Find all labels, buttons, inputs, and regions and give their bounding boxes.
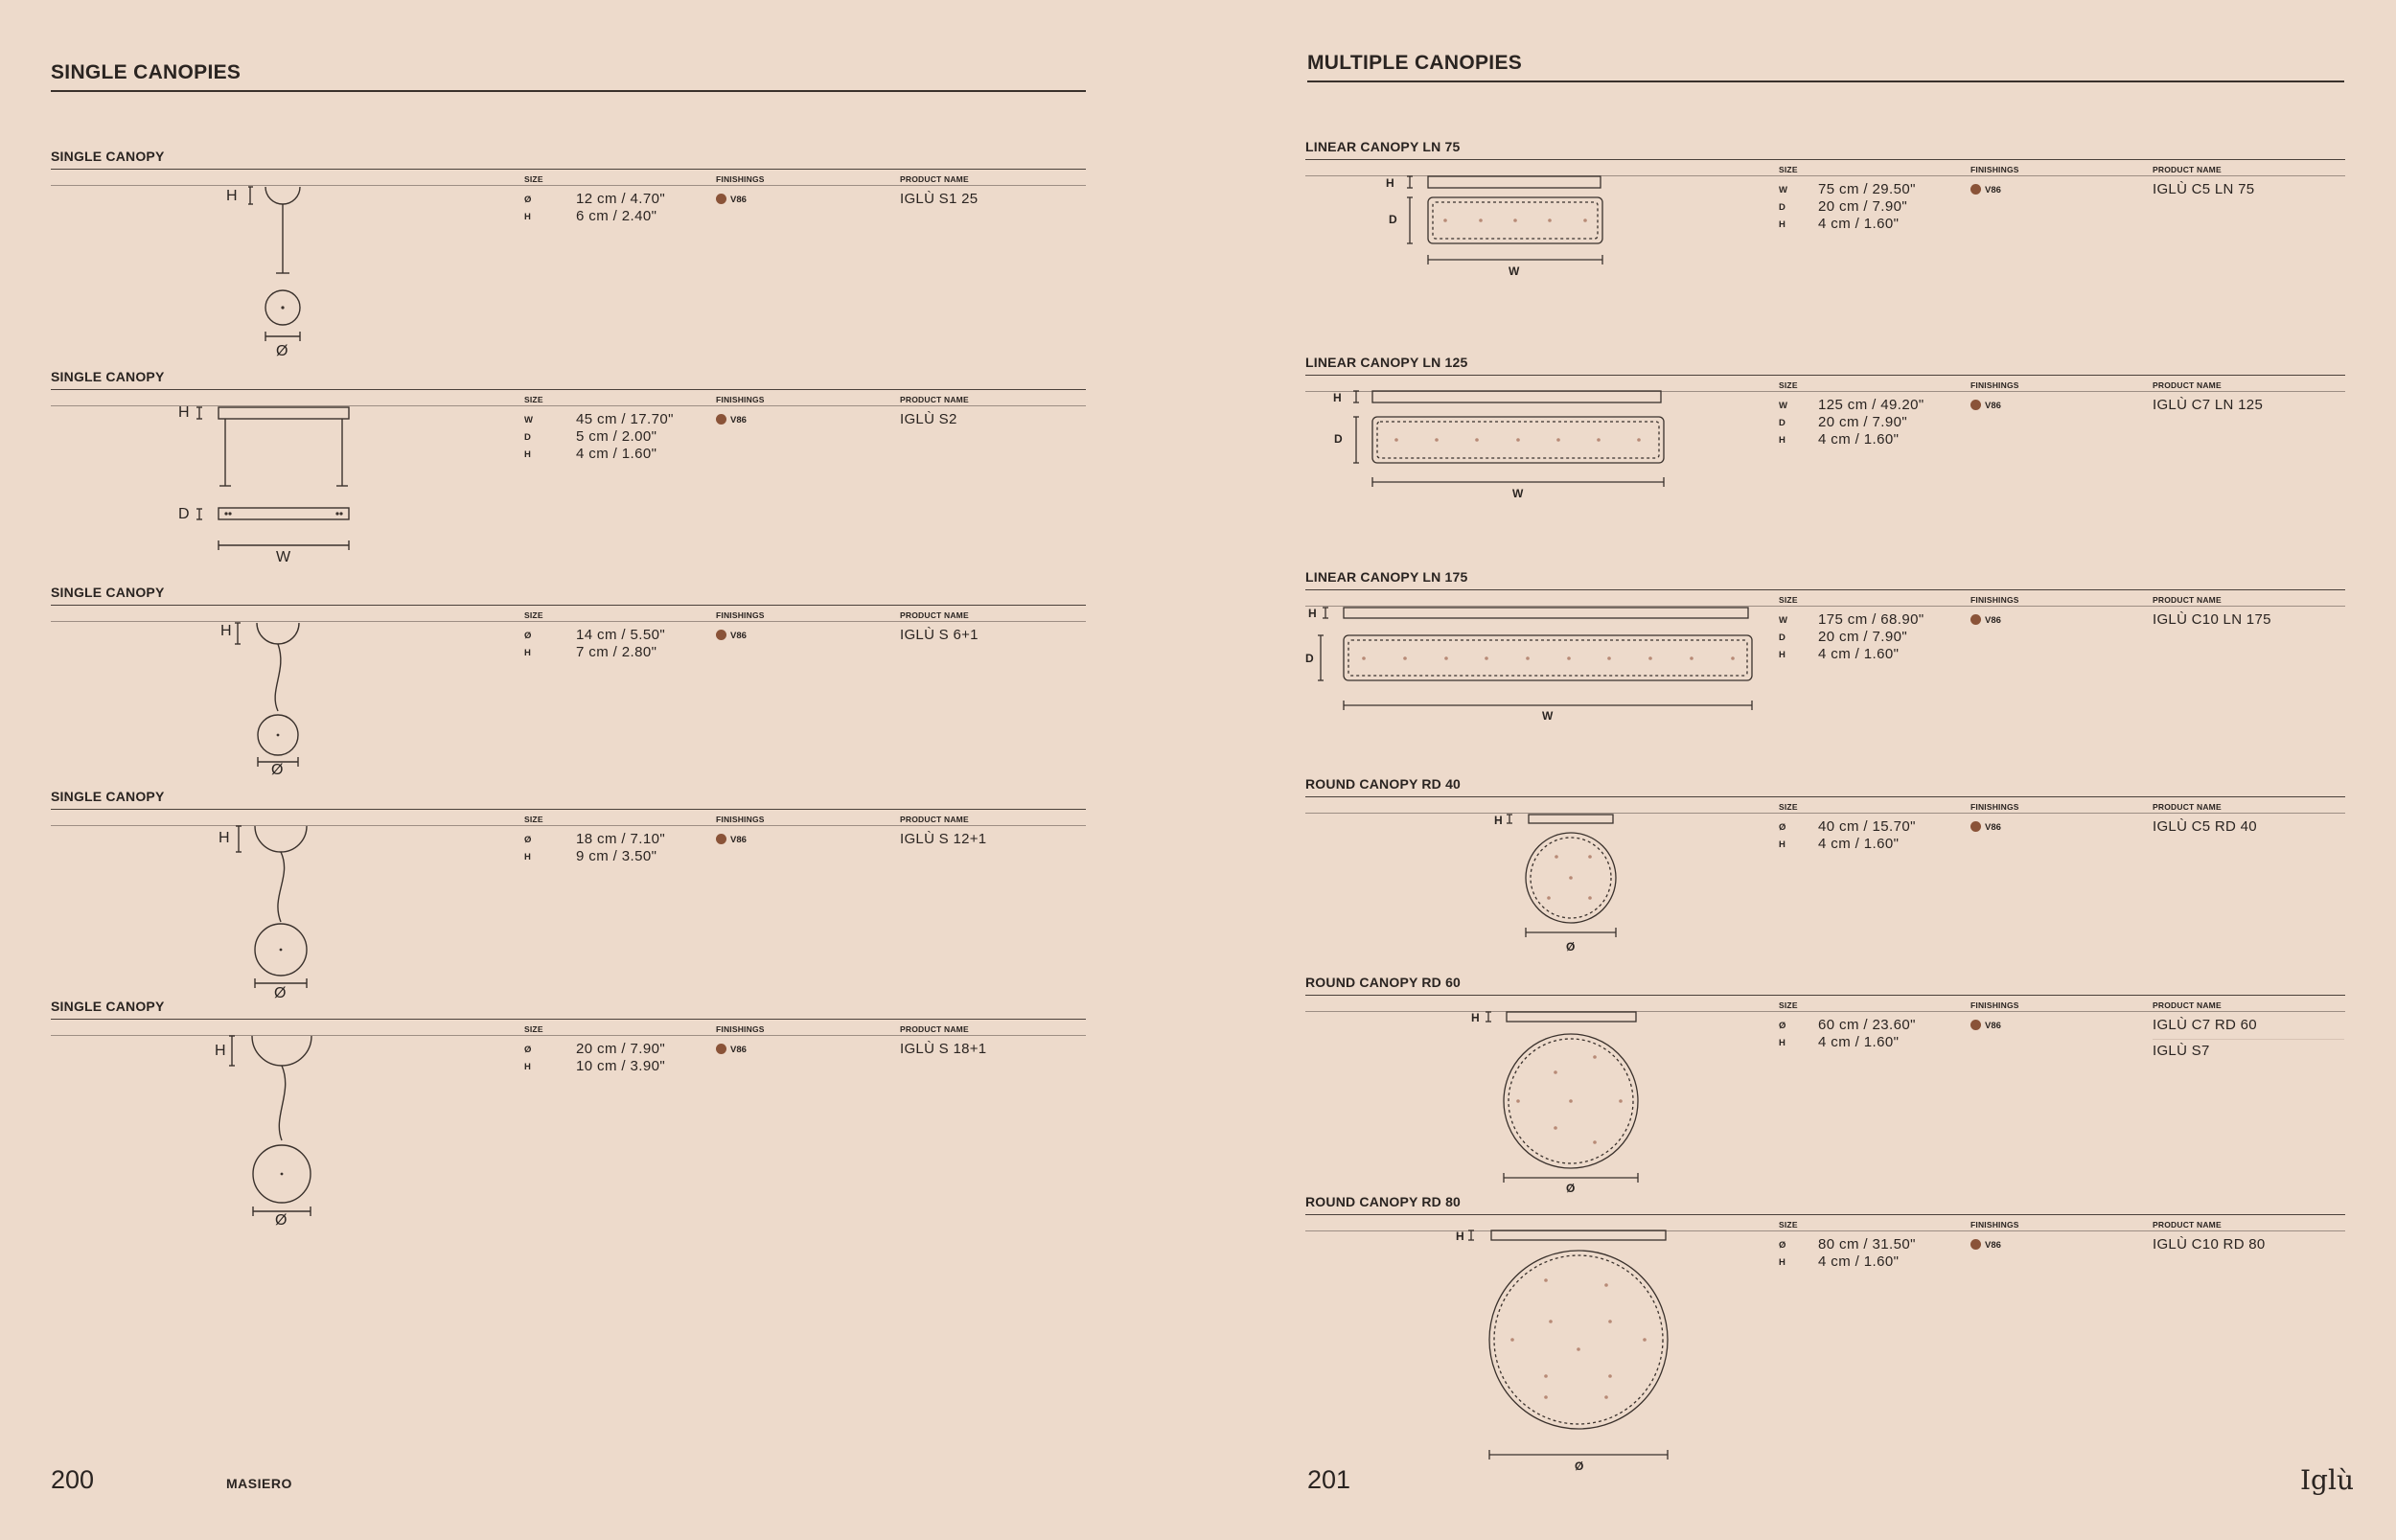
size-value: 20 cm / 7.90" [1818, 198, 1908, 215]
finishings-column-header: FINISHINGS [716, 1024, 765, 1034]
size-label: H [1779, 1038, 1785, 1048]
section-title: SINGLE CANOPY [51, 369, 165, 384]
size-label: D [524, 432, 531, 443]
size-value: 7 cm / 2.80" [576, 644, 657, 660]
section-title: LINEAR CANOPY LN 75 [1305, 139, 1461, 154]
size-value: 40 cm / 15.70" [1818, 818, 1916, 835]
section-title: SINGLE CANOPY [51, 999, 165, 1014]
finish-code: V86 [1985, 185, 2001, 195]
product-name-column-header: PRODUCT NAME [2153, 802, 2222, 812]
dim-dia-label: Ø [274, 985, 287, 1001]
dim-dia-label: Ø [1566, 1182, 1576, 1195]
dim-dia-label: Ø [275, 1212, 288, 1229]
brand-name: MASIERO [226, 1476, 292, 1491]
size-column-header: SIZE [524, 815, 543, 824]
size-label: H [524, 852, 531, 862]
size-value: 75 cm / 29.50" [1818, 181, 1916, 197]
size-value: 9 cm / 3.50" [576, 848, 657, 864]
size-label: W [1779, 401, 1787, 411]
dim-h-label: H [1386, 176, 1394, 190]
dim-h-label: H [219, 830, 230, 846]
size-label: W [524, 415, 533, 425]
size-label: H [524, 212, 531, 222]
size-value: 6 cm / 2.40" [576, 208, 657, 224]
size-label: D [1779, 418, 1785, 428]
finishings-column-header: FINISHINGS [1970, 802, 2019, 812]
size-label: W [1779, 615, 1787, 626]
size-column-header: SIZE [524, 610, 543, 620]
size-value: 80 cm / 31.50" [1818, 1236, 1916, 1253]
finish-code: V86 [730, 835, 747, 845]
page-number-left: 200 [51, 1465, 95, 1494]
size-label: H [524, 449, 531, 460]
size-column-header: SIZE [524, 174, 543, 184]
size-label: H [1779, 650, 1785, 660]
size-value: 4 cm / 1.60" [576, 446, 657, 462]
size-value: 14 cm / 5.50" [576, 627, 666, 643]
size-value: 5 cm / 2.00" [576, 428, 657, 445]
page-number-right: 201 [1307, 1465, 1351, 1494]
section-title: LINEAR CANOPY LN 175 [1305, 569, 1468, 585]
dim-dia-label: Ø [276, 343, 288, 359]
size-label: H [1779, 1257, 1785, 1268]
finishings-column-header: FINISHINGS [716, 174, 765, 184]
size-label: H [524, 648, 531, 658]
finish-code: V86 [730, 415, 747, 425]
dim-w-label: W [1512, 487, 1524, 500]
product-name: IGLÙ C5 RD 40 [2153, 818, 2257, 835]
size-column-header: SIZE [1779, 380, 1798, 390]
dim-dia-label: Ø [1566, 940, 1576, 954]
product-name: IGLÙ S7 [2153, 1043, 2210, 1059]
size-column-header: SIZE [524, 395, 543, 404]
size-label: H [1779, 219, 1785, 230]
size-value: 20 cm / 7.90" [1818, 629, 1908, 645]
section-title: SINGLE CANOPY [51, 789, 165, 804]
finish-code: V86 [1985, 615, 2001, 626]
product-name: IGLÙ C10 LN 175 [2153, 611, 2271, 628]
size-column-header: SIZE [1779, 165, 1798, 174]
dim-d-label: D [178, 506, 190, 522]
finishings-column-header: FINISHINGS [1970, 1220, 2019, 1230]
dim-h-label: H [1494, 814, 1503, 827]
section-title: SINGLE CANOPY [51, 149, 165, 164]
dim-d-label: D [1334, 432, 1343, 446]
finish-code: V86 [1985, 1021, 2001, 1031]
dim-dia-label: Ø [1575, 1460, 1584, 1473]
product-name: IGLÙ S2 [900, 411, 957, 427]
size-value: 45 cm / 17.70" [576, 411, 674, 427]
dim-d-label: D [1389, 213, 1397, 226]
size-label: Ø [524, 195, 532, 205]
product-name-column-header: PRODUCT NAME [2153, 1220, 2222, 1230]
size-label: Ø [1779, 1240, 1786, 1251]
finish-code: V86 [730, 195, 747, 205]
dim-h-label: H [1471, 1011, 1480, 1024]
size-value: 20 cm / 7.90" [576, 1041, 666, 1057]
finishings-column-header: FINISHINGS [1970, 1000, 2019, 1010]
size-label: D [1779, 202, 1785, 213]
finishings-column-header: FINISHINGS [1970, 380, 2019, 390]
finishings-column-header: FINISHINGS [1970, 165, 2019, 174]
size-label: H [524, 1062, 531, 1072]
dim-h-label: H [1456, 1230, 1464, 1243]
size-label: Ø [1779, 1021, 1786, 1031]
size-column-header: SIZE [1779, 802, 1798, 812]
right-page-heading: MULTIPLE CANOPIES [1307, 52, 1523, 74]
section-title: ROUND CANOPY RD 40 [1305, 776, 1462, 792]
size-label: D [1779, 632, 1785, 643]
product-name-column-header: PRODUCT NAME [2153, 165, 2222, 174]
size-column-header: SIZE [1779, 595, 1798, 605]
size-column-header: SIZE [1779, 1000, 1798, 1010]
size-label: Ø [524, 1045, 532, 1055]
product-name-column-header: PRODUCT NAME [900, 1024, 969, 1034]
product-name-column-header: PRODUCT NAME [900, 174, 969, 184]
size-value: 4 cm / 1.60" [1818, 646, 1900, 662]
finish-code: V86 [730, 631, 747, 641]
size-column-header: SIZE [1779, 1220, 1798, 1230]
finish-code: V86 [730, 1045, 747, 1055]
size-label: H [1779, 839, 1785, 850]
size-label: Ø [1779, 822, 1786, 833]
size-label: H [1779, 435, 1785, 446]
size-value: 175 cm / 68.90" [1818, 611, 1924, 628]
dim-h-label: H [1308, 607, 1317, 620]
product-name-column-header: PRODUCT NAME [2153, 1000, 2222, 1010]
finish-code: V86 [1985, 1240, 2001, 1251]
product-name: IGLÙ S1 25 [900, 191, 979, 207]
finishings-column-header: FINISHINGS [716, 395, 765, 404]
dim-h-label: H [220, 623, 232, 639]
product-name: IGLÙ C7 LN 125 [2153, 397, 2264, 413]
finishings-column-header: FINISHINGS [716, 815, 765, 824]
dim-h-label: H [215, 1043, 226, 1059]
dim-w-label: W [1542, 709, 1554, 723]
product-name-column-header: PRODUCT NAME [2153, 595, 2222, 605]
dim-dia-label: Ø [271, 762, 284, 778]
size-value: 125 cm / 49.20" [1818, 397, 1924, 413]
product-name-column-header: PRODUCT NAME [900, 395, 969, 404]
dim-w-label: W [1509, 264, 1520, 278]
product-name: IGLÙ S 6+1 [900, 627, 979, 643]
size-value: 4 cm / 1.60" [1818, 216, 1900, 232]
size-label: W [1779, 185, 1787, 195]
section-title: ROUND CANOPY RD 60 [1305, 975, 1462, 990]
dim-d-label: D [1305, 652, 1314, 665]
product-name-column-header: PRODUCT NAME [900, 610, 969, 620]
finish-code: V86 [1985, 401, 2001, 411]
finishings-column-header: FINISHINGS [716, 610, 765, 620]
dim-h-label: H [1333, 391, 1342, 404]
size-value: 4 cm / 1.60" [1818, 1034, 1900, 1050]
size-value: 4 cm / 1.60" [1818, 836, 1900, 852]
product-name: IGLÙ C10 RD 80 [2153, 1236, 2266, 1253]
size-value: 12 cm / 4.70" [576, 191, 666, 207]
section-title: ROUND CANOPY RD 80 [1305, 1194, 1462, 1209]
dim-h-label: H [226, 188, 238, 204]
size-value: 18 cm / 7.10" [576, 831, 666, 847]
left-page-heading: SINGLE CANOPIES [51, 61, 242, 83]
product-name: IGLÙ S 12+1 [900, 831, 987, 847]
product-name-column-header: PRODUCT NAME [900, 815, 969, 824]
size-value: 4 cm / 1.60" [1818, 1253, 1900, 1270]
size-value: 20 cm / 7.90" [1818, 414, 1908, 430]
size-label: Ø [524, 631, 532, 641]
section-title: SINGLE CANOPY [51, 585, 165, 600]
dim-h-label: H [178, 404, 190, 421]
size-value: 60 cm / 23.60" [1818, 1017, 1916, 1033]
dim-w-label: W [276, 549, 291, 565]
size-label: Ø [524, 835, 532, 845]
size-value: 10 cm / 3.90" [576, 1058, 666, 1074]
size-value: 4 cm / 1.60" [1818, 431, 1900, 448]
finishings-column-header: FINISHINGS [1970, 595, 2019, 605]
product-name-column-header: PRODUCT NAME [2153, 380, 2222, 390]
iglu-logo: Iglù [2300, 1464, 2354, 1496]
size-column-header: SIZE [524, 1024, 543, 1034]
product-name: IGLÙ C7 RD 60 [2153, 1017, 2257, 1033]
section-title: LINEAR CANOPY LN 125 [1305, 355, 1468, 370]
product-name: IGLÙ C5 LN 75 [2153, 181, 2255, 197]
product-name: IGLÙ S 18+1 [900, 1041, 987, 1057]
finish-code: V86 [1985, 822, 2001, 833]
